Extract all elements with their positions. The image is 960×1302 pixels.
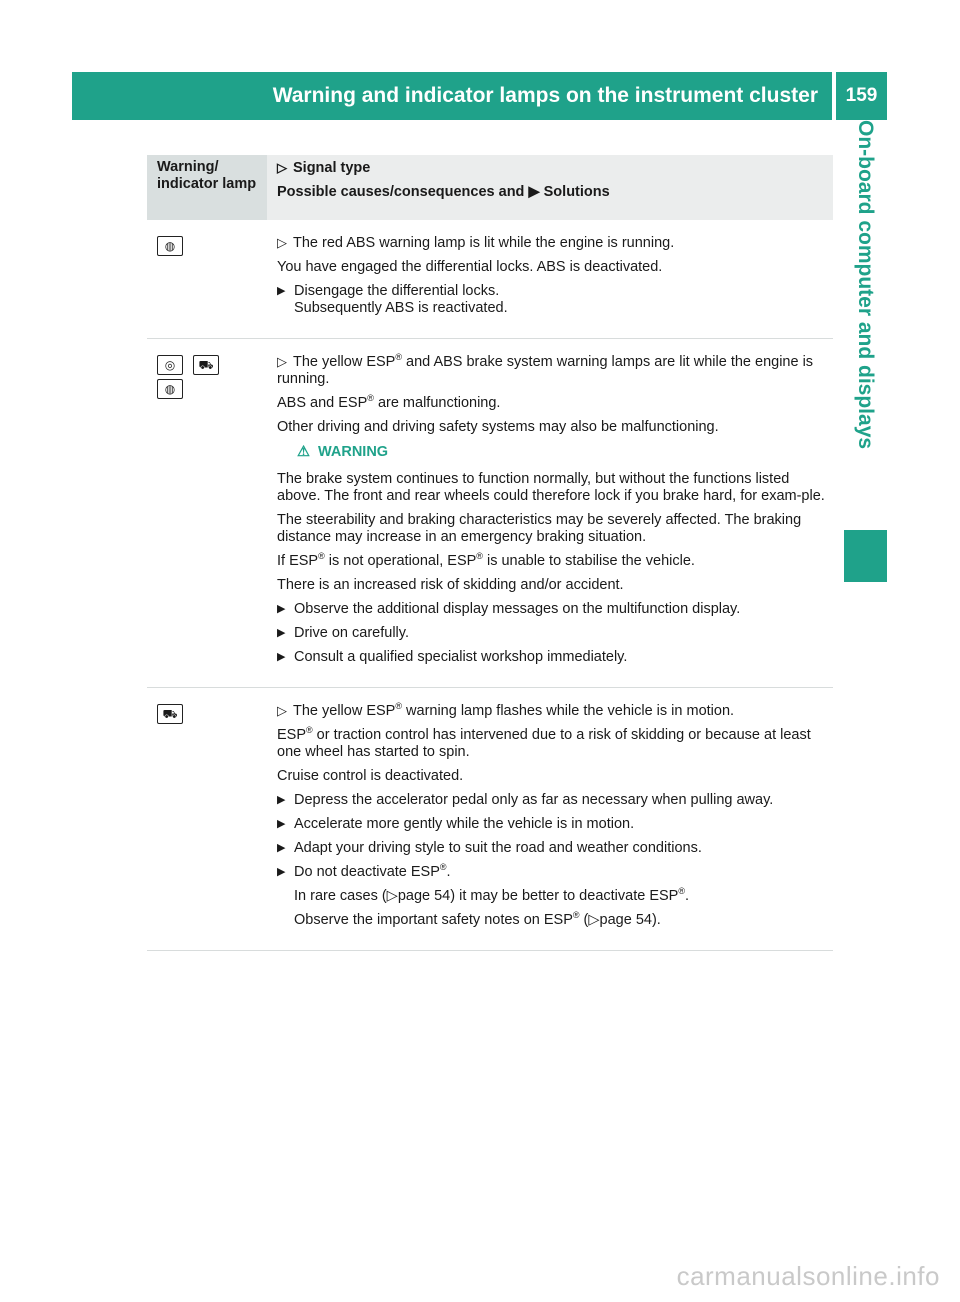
signal-text-cont: and ABS brake system warning lamps are lit while the engine is running.	[277, 354, 814, 387]
cause-text: Other driving and driving safety systems may also be malfunctioning.	[277, 419, 719, 435]
registered-mark: ®	[395, 701, 402, 712]
lamp-cell	[147, 339, 267, 688]
header-signal: Signal type	[293, 160, 371, 176]
warning-text: The brake system continues to function normally, but without the functions listed above. The front and rear wheels could therefore lock if you brake hard, for exam-ple.	[277, 471, 825, 504]
action-item: ▶ Depress the accelerator pedal only as far as necessary when pulling away.	[277, 792, 827, 809]
page-ref-arrow-icon: ▷	[588, 912, 600, 928]
lamp-cell	[147, 688, 267, 951]
cause-text: Cruise control is deactivated.	[277, 768, 464, 784]
signal-text-cont: warning lamp flashes while the vehicle is in motion.	[402, 703, 735, 719]
action-item: ▶ Adapt your driving style to suit the road and weather conditions.	[277, 840, 827, 857]
signal-icon: ▷	[277, 703, 287, 718]
note-text-cont: (	[579, 912, 589, 928]
header-solutions: Solutions	[543, 184, 610, 200]
table-row	[147, 688, 833, 951]
action-item: ▶ Observe the additional display messages on the multifunction display.	[277, 601, 827, 618]
registered-mark: ®	[572, 910, 580, 921]
esp-skid-icon: ⛟	[193, 355, 219, 375]
warning-text: There is an increased risk of skidding and/or accident.	[277, 577, 624, 593]
warning-text: The steerability and braking characteristics may be severely affected. The braking distance may increase in an emergency braking situation.	[277, 512, 802, 545]
signal-text: The yellow ESP	[293, 703, 396, 719]
cause-text-cont: are malfunctioning.	[373, 395, 501, 411]
header-description	[267, 155, 833, 220]
header-causes: Possible causes/consequences and	[277, 184, 525, 200]
esp-skid-icon: ⛟	[157, 704, 183, 724]
abs-icon: ◍	[157, 379, 183, 399]
action-item: ▶ Accelerate more gently while the vehicle is in motion.	[277, 816, 827, 833]
warning-triangle-icon: ⚠	[297, 444, 310, 460]
cause-text: ABS and ESP	[277, 395, 368, 411]
side-tab-block	[844, 530, 887, 582]
note-text: In rare cases (	[294, 888, 387, 904]
action-text: Do not deactivate ESP	[294, 864, 440, 880]
page-number: 159	[836, 72, 887, 120]
signal-text: The red ABS warning lamp is lit while the engine is running.	[293, 235, 675, 251]
table-row	[147, 339, 833, 688]
cause-text: ESP	[277, 727, 307, 743]
action-note: Subsequently ABS is reactivated.	[294, 300, 508, 316]
registered-mark: ®	[306, 725, 313, 736]
registered-mark: ®	[318, 551, 325, 562]
description-cell	[267, 220, 833, 339]
registered-mark: ®	[476, 551, 483, 562]
cause-text-cont: or traction control has intervened due to a risk of skidding or because at least one wheel has started to spin.	[277, 727, 811, 760]
warning-heading	[277, 444, 827, 461]
action-item	[277, 864, 827, 881]
header-lamp: Warning/ indicator lamp	[147, 155, 267, 220]
warning-text-cont: is not operational, ESP	[324, 553, 477, 569]
registered-mark: ®	[678, 886, 685, 897]
signal-icon: ▷	[277, 235, 287, 250]
watermark: carmanualsonline.info	[676, 1261, 940, 1291]
action-item: ▶ Drive on carefully.	[277, 625, 827, 642]
registered-mark: ®	[439, 862, 447, 873]
warning-label: WARNING	[318, 444, 389, 460]
description-cell	[267, 339, 833, 688]
page-link[interactable]: page 54) it may be better to deactivate ESP	[397, 888, 679, 904]
action-text-end: .	[446, 864, 451, 880]
registered-mark: ®	[367, 393, 374, 404]
cause-text: You have engaged the differential locks. ABS is deactivated.	[277, 259, 663, 275]
page-ref-arrow-icon: ▷	[386, 888, 398, 904]
side-tab	[844, 120, 887, 582]
brake-icon: ◎	[157, 355, 183, 375]
signal-text: The yellow ESP	[293, 354, 396, 370]
table-row	[147, 220, 833, 339]
abs-icon: ◍	[157, 236, 183, 256]
action-item: ▶ Consult a qualified specialist workshop immediately.	[277, 649, 827, 666]
lamp-table	[147, 155, 833, 951]
table-header-row	[147, 155, 833, 220]
signal-icon: ▷	[277, 160, 287, 175]
description-cell	[267, 688, 833, 951]
page-link[interactable]: page 54).	[599, 912, 661, 928]
action-item: ▶ Disengage the differential locks.	[277, 283, 827, 300]
side-tab-text: On-board computer and displays	[854, 120, 877, 450]
lamp-cell	[147, 220, 267, 339]
signal-icon: ▷	[277, 354, 287, 369]
header-title: Warning and indicator lamps on the instrument cluster	[72, 72, 832, 120]
warning-text-end: is unable to stabilise the vehicle.	[482, 553, 695, 569]
page-header	[72, 72, 887, 120]
note-text: Observe the important safety notes on ESP	[294, 912, 573, 928]
action-arrow-icon: ▶	[528, 184, 540, 200]
registered-mark: ®	[395, 352, 402, 363]
warning-text: If ESP	[277, 553, 319, 569]
note-text-end: .	[684, 888, 689, 904]
